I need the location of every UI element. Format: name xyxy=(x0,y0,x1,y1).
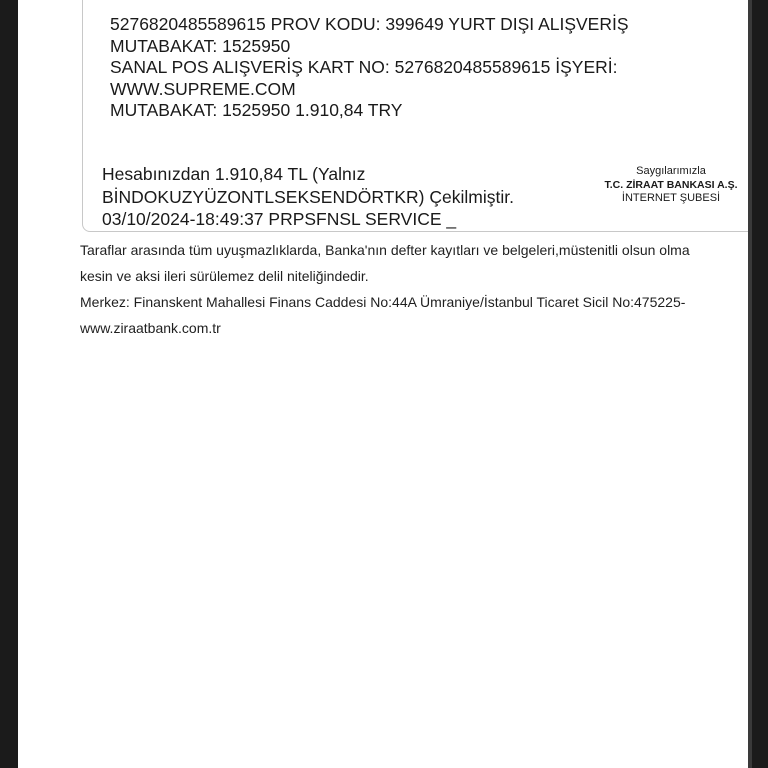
description-line: 5276820485589615 PROV KODU: 399649 YURT DIŞI ALIŞVERİŞ xyxy=(110,14,629,34)
description-line: MUTABAKAT: 1525950 xyxy=(110,35,291,56)
legal-footer xyxy=(80,237,750,341)
footer-line: Merkez: Finanskent Mahallesi Finans Caddesi No:44A Ümraniye/İstanbul Ticaret Sicil No:475225- xyxy=(80,294,686,310)
description-line: WWW.SUPREME.COM xyxy=(110,78,296,99)
footer-line: kesin ve aksi ileri sürülemez delil niteliğindedir. xyxy=(80,268,369,284)
amount-line: Hesabınızdan 1.910,84 TL (Yalnız xyxy=(102,164,366,184)
document-page xyxy=(18,0,750,768)
footer-line: Taraflar arasında tüm uyuşmazlıklarda, Banka'nın defter kayıtları ve belgeleri,müstenitli olsun olma xyxy=(80,242,690,258)
amount-line: BİNDOKUZYÜZONTLSEKSENDÖRTKR) Çekilmiştir. xyxy=(102,186,514,207)
footer-website-link[interactable]: www.ziraatbank.com.tr xyxy=(80,320,221,336)
signature-greeting: Saygılarımızla xyxy=(636,165,706,177)
description-line: SANAL POS ALIŞVERİŞ KART NO: 5276820485589615 İŞYERİ: xyxy=(110,57,618,77)
amount-line: 03/10/2024-18:49:37 PRPSFNSL SERVICE _ xyxy=(102,209,457,229)
amount-statement xyxy=(102,163,572,231)
transaction-description xyxy=(110,14,750,122)
signature-bank-name: T.C. ZİRAAT BANKASI A.Ş. xyxy=(604,179,738,191)
signature-branch: İNTERNET ŞUBESİ xyxy=(621,192,721,204)
description-line: MUTABAKAT: 1525950 1.910,84 TRY xyxy=(110,100,403,120)
scan-edge-shadow xyxy=(748,0,752,768)
bank-signature xyxy=(586,164,750,205)
